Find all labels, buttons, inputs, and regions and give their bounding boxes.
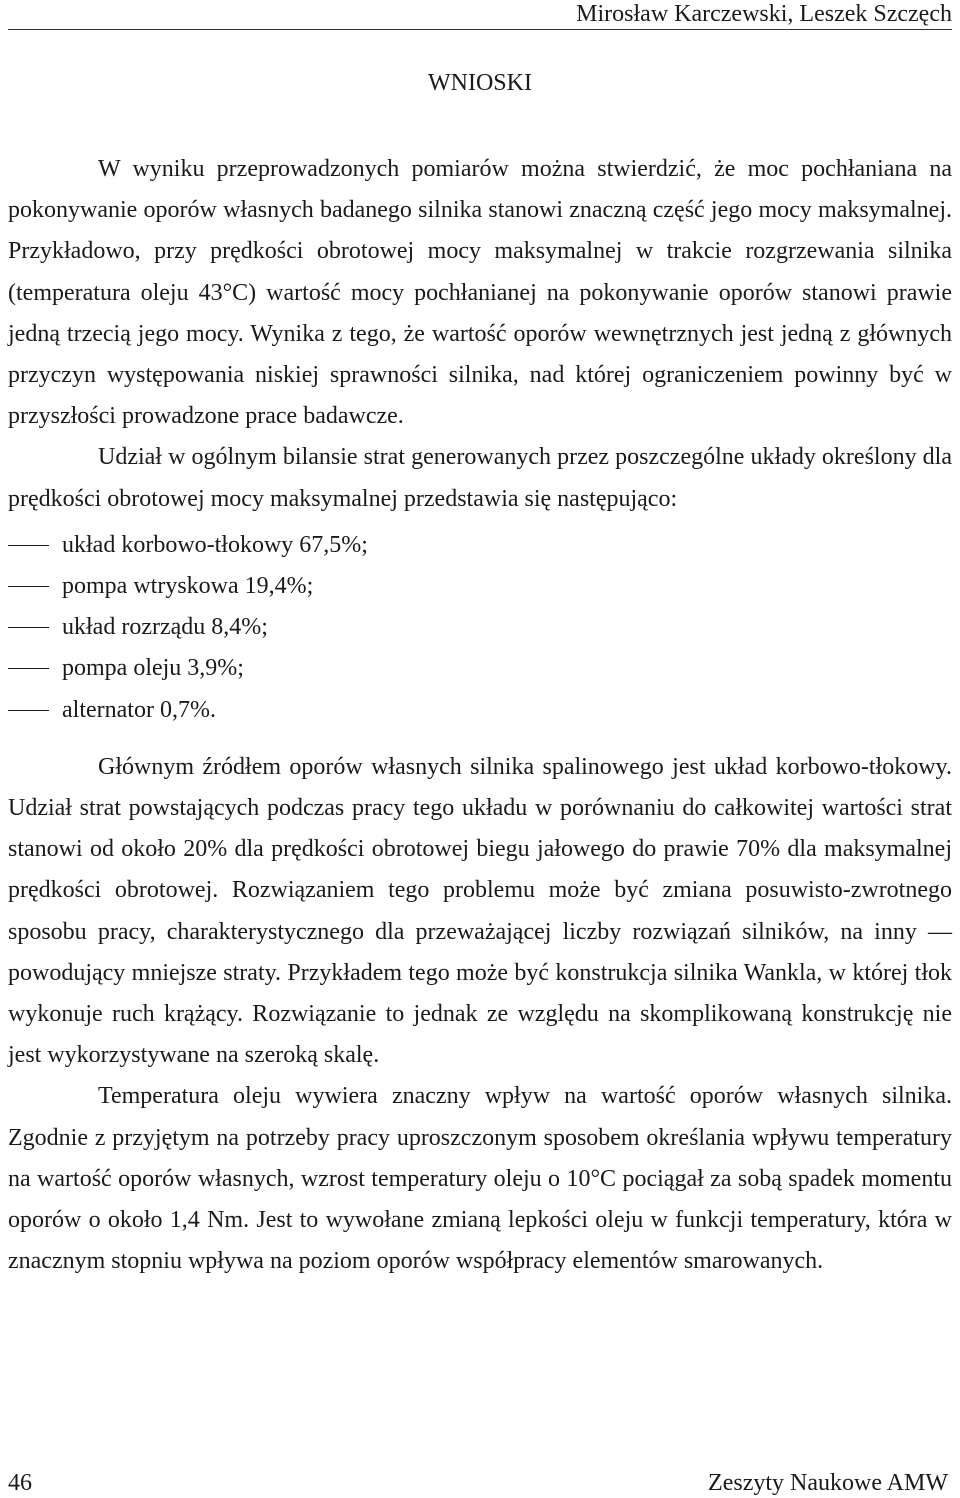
journal-name: Zeszyty Naukowe AMW: [708, 1470, 948, 1496]
paragraph-1: W wyniku przeprowadzonych pomiarów można stwierdzić, że moc pochłaniana na pokonywanie oporów własnych badanego silnika stanowi znaczną część jego mocy maksymalnej. Przykładowo, przy prędkości obrotowej mocy maksymalnej w trakcie rozgrzewania silnika (temperatura oleju 43°C) wartość mocy pochłanianej na pokonywanie oporów stanowi prawie jedną trzecią jego mocy. Wynika z tego, że wartość oporów wewnętrznych jest jedną z głównych przyczyn występowania niskiej sprawności silnika, nad której ograniczeniem powinny być w przyszłości prowadzone prace badawcze.: [8, 156, 952, 430]
list-item: [8, 525, 952, 566]
section-title: WNIOSKI: [428, 70, 532, 96]
dash-bullet: [8, 627, 49, 628]
dash-bullet: [8, 586, 49, 587]
list-item-text: układ korbowo-tłokowy 67,5%;: [62, 531, 368, 558]
list-item: [8, 566, 952, 607]
dash-bullet: [8, 545, 49, 546]
list-item: [8, 648, 952, 689]
dash-bullet: [8, 668, 49, 669]
losses-list: [8, 525, 952, 731]
body-text: [8, 149, 952, 1282]
list-item-text: pompa oleju 3,9%;: [62, 655, 244, 682]
paragraph-4: Temperatura oleju wywiera znaczny wpływ na wartość oporów własnych silnika. Zgodnie z przyjętym na potrzeby pracy uproszczonym sposobem określania wpływu temperatury na wartość oporów własnych, wzrost temperatury oleju o 10°C pociągał za sobą spadek momentu oporów o około 1,4 Nm. Jest to wywołane zmianą lepkości oleju w funkcji temperatury, która w znacznym stopniu wpływa na poziom oporów współpracy elementów smarowanych.: [8, 1083, 952, 1275]
list-item-text: alternator 0,7%.: [62, 696, 216, 723]
header-rule: [8, 29, 952, 30]
running-header-authors: Mirosław Karczewski, Leszek Szczęch: [576, 1, 952, 27]
list-item: [8, 690, 952, 731]
dash-bullet: [8, 710, 49, 711]
page-number: 46: [8, 1470, 32, 1496]
list-item-text: pompa wtryskowa 19,4%;: [62, 573, 314, 600]
paragraph-3: Głównym źródłem oporów własnych silnika spalinowego jest układ korbowo-tłokowy. Udział strat powstających podczas pracy tego układu w porównaniu do całkowitej wartości strat stanowi od około 20% dla prędkości obrotowej biegu jałowego do prawie 70% dla maksymalnej prędkości obrotowej. Rozwiązaniem tego problemu może być zmiana posuwisto-zwrotnego sposobu pracy, charakterystycznego dla przeważającej liczby rozwiązań silników, na inny — powodujący mniejsze straty. Przykładem tego może być konstrukcja silnika Wankla, w której tłok wykonuje ruch krążący. Rozwiązanie to jednak ze względu na skomplikowaną konstrukcję nie jest wykorzystywane na szeroką skalę.: [8, 753, 952, 1069]
list-item: [8, 607, 952, 648]
list-item-text: układ rozrządu 8,4%;: [62, 614, 268, 641]
paragraph-2: Udział w ogólnym bilansie strat generowanych przez poszczególne układy określony dla prędkości obrotowej mocy maksymalnej przedstawia się następująco:: [8, 444, 952, 512]
